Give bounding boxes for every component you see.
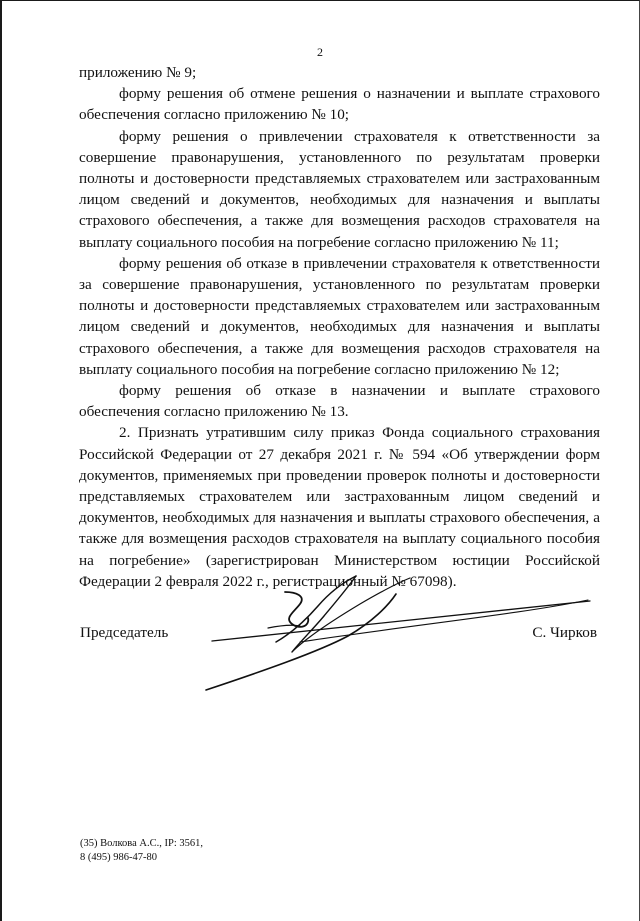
signer-name: С. Чирков [532,624,597,641]
paragraph-item-2: 2. Признать утратившим силу приказ Фонда социального страхования Российской Федерации от 27 декабря 2021 г. № 594 «Об утверждении форм документов, применяемых при проведении проверок полноты и достоверности представляемых страхователем или застрахованным лицом сведений и документов, необходимых для назначения и выплаты страхового обеспечения, а также для возмещения расходов страхователя на выплату социального пособия на погребение» (зарегистрирован Министерством юстиции Российской Федерации 2 февраля 2022 г., регистрационный № 67098). [79,424,600,590]
paragraph-form-10: форму решения об отмене решения о назначении и выплате страхового обеспечения согласно приложению № 10; [79,85,600,124]
paragraph-form-12: форму решения об отказе в привлечении страхователя к ответственности за совершение правонарушения, установленного по результатам проверки полноты и достоверности представляемых страхователем или застрахованным лицом сведений и документов, необходимых для назначения и выплаты страхового обеспечения, а также для возмещения расходов страхователя на выплату социального пособия на погребение согласно приложению № 12; [79,254,600,378]
document-body [79,62,600,592]
executor-phone: 8 (495) 986-47-80 [80,851,157,863]
executor-line: (35) Волкова А.С., IP: 3561, [80,838,203,849]
paragraph-form-13: форму решения об отказе в назначении и выплате страхового обеспечения согласно приложению № 13. [79,382,600,421]
paragraph-form-11: форму решения о привлечении страхователя к ответственности за совершение правонарушения, установленного по результатам проверки полноты и достоверности представляемых страхователем или застрахованным лицом сведений и документов, необходимых для назначения и выплаты страхового обеспечения, а также для возмещения расходов страхователя на выплату социального пособия на погребение согласно приложению № 11; [79,127,600,251]
page-number: 2 [317,45,323,59]
paragraph-continuation: приложению № 9; [79,64,197,81]
signer-position: Председатель [80,624,169,641]
executor-footer [80,837,203,864]
